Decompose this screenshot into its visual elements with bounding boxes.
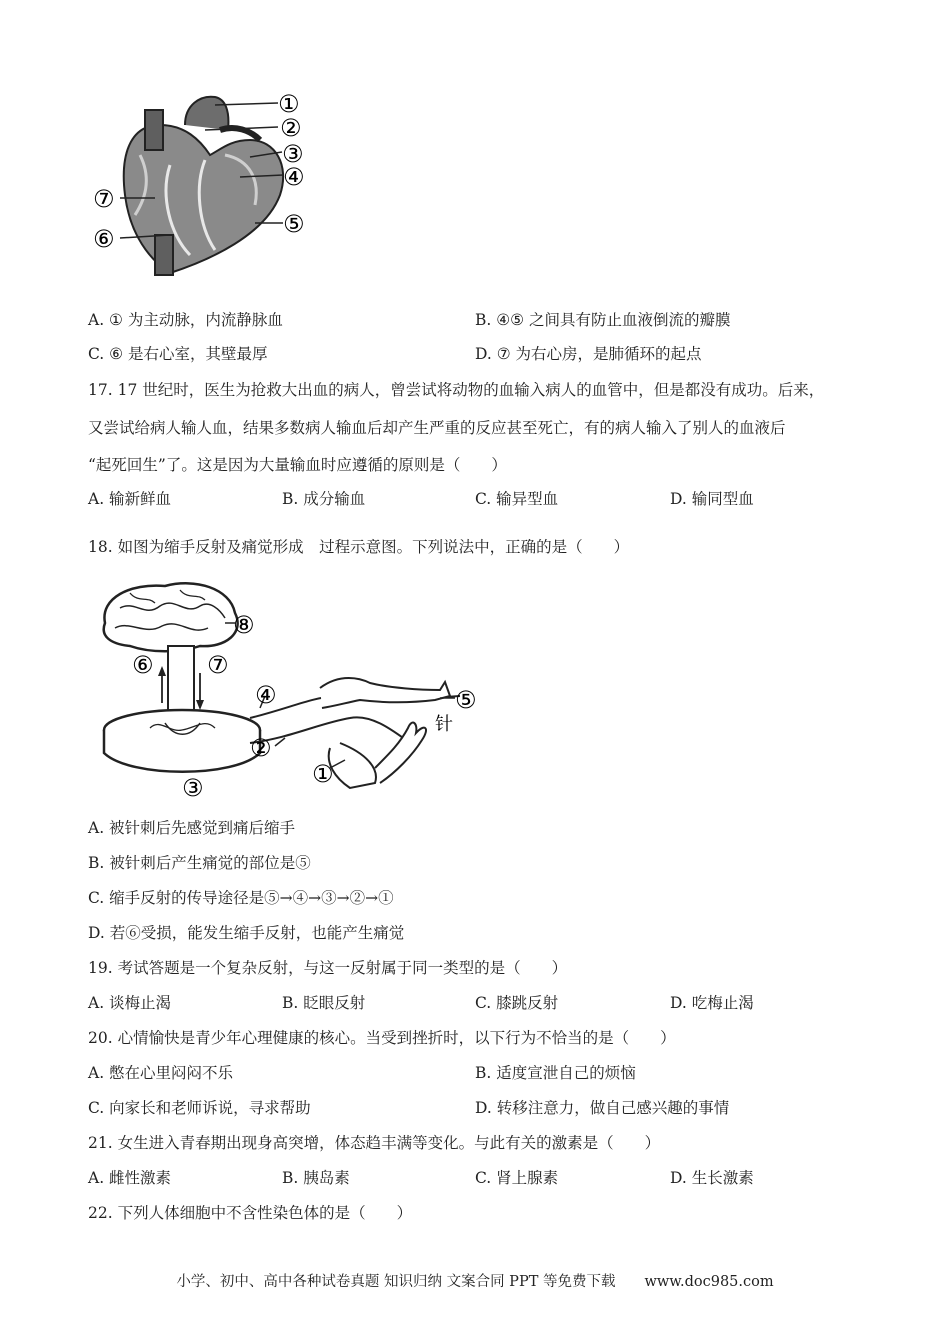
q20-option-c: C. 向家长和老师诉说，寻求帮助 — [88, 1099, 311, 1117]
q20-option-a: A. 憋在心里闷闷不乐 — [88, 1064, 234, 1082]
reflex-label-7: ⑦ — [207, 651, 229, 679]
q22-stem: 22. 下列人体细胞中不含性染色体的是（ ） — [88, 1204, 413, 1222]
q19-stem: 19. 考试答题是一个复杂反射，与这一反射属于同一类型的是（ ） — [88, 959, 568, 977]
heart-label-7: ⑦ — [93, 185, 115, 213]
q19-option-a: A. 谈梅止渴 — [88, 994, 172, 1012]
reflex-label-3: ③ — [182, 774, 204, 800]
q21-stem: 21. 女生进入青春期出现身高突增，体态趋丰满等变化。与此有关的激素是（ ） — [88, 1134, 661, 1152]
q20-stem: 20. 心情愉快是青少年心理健康的核心。当受到挫折时，以下行为不恰当的是（ ） — [88, 1029, 676, 1047]
reflex-label-8: ⑧ — [233, 611, 255, 639]
heart-label-4: ④ — [283, 163, 305, 191]
heart-figure — [90, 85, 320, 280]
q20-option-d: D. 转移注意力，做自己感兴趣的事情 — [475, 1099, 730, 1117]
page-footer: 小学、初中、高中各种试卷真题 知识归纳 文案合同 PPT 等免费下载 www.doc985.com — [176, 1274, 774, 1290]
q17-stem-line-1: 17. 17 世纪时，医生为抢救大出血的病人，曾尝试将动物的血输入病人的血管中，但是都没有成功。后来， — [88, 381, 825, 399]
q17-option-a: A. 输新鲜血 — [88, 490, 172, 508]
q21-option-a: A. 雌性激素 — [88, 1169, 172, 1187]
reflex-label-6: ⑥ — [132, 651, 154, 679]
reflex-label-1: ① — [312, 760, 334, 788]
q16-option-b: B. ④⑤ 之间具有防止血液倒流的瓣膜 — [475, 311, 731, 329]
q18-option-a: A. 被针刺后先感觉到痛后缩手 — [88, 819, 296, 837]
reflex-label-2: ② — [250, 734, 272, 762]
q21-option-b: B. 胰岛素 — [282, 1169, 350, 1187]
q16-option-c: C. ⑥ 是右心室，其壁最厚 — [88, 345, 268, 363]
q18-option-c: C. 缩手反射的传导途径是⑤→④→③→②→① — [88, 889, 394, 907]
heart-label-3: ③ — [282, 140, 304, 168]
heart-label-6: ⑥ — [93, 225, 115, 253]
q17-option-c: C. 输异型血 — [475, 490, 559, 508]
q21-option-d: D. 生长激素 — [670, 1169, 754, 1187]
heart-label-5: ⑤ — [283, 210, 305, 238]
q21-option-c: C. 肾上腺素 — [475, 1169, 559, 1187]
q18-stem: 18. 如图为缩手反射及痛觉形成 过程示意图。下列说法中，正确的是（ ） — [88, 538, 630, 556]
reflex-arc-diagram — [90, 578, 490, 800]
q18-option-d: D. 若⑥受损，能发生缩手反射，也能产生痛觉 — [88, 924, 405, 942]
q19-option-c: C. 膝跳反射 — [475, 994, 559, 1012]
q19-option-b: B. 眨眼反射 — [282, 994, 366, 1012]
heart-label-2: ② — [280, 114, 302, 142]
q16-option-a: A. ① 为主动脉，内流静脉血 — [88, 311, 283, 329]
q19-option-d: D. 吃梅止渴 — [670, 994, 754, 1012]
reflex-figure — [90, 578, 490, 800]
heart-label-1: ① — [278, 90, 300, 118]
heart-diagram — [90, 85, 320, 280]
reflex-label-5: ⑤ — [455, 686, 477, 714]
reflex-label-4: ④ — [255, 681, 277, 709]
q17-option-d: D. 输同型血 — [670, 490, 754, 508]
q20-option-b: B. 适度宣泄自己的烦恼 — [475, 1064, 636, 1082]
q18-option-b: B. 被针刺后产生痛觉的部位是⑤ — [88, 854, 311, 872]
q17-stem-line-2: 又尝试给病人输人血，结果多数病人输血后却产生严重的反应甚至死亡，有的病人输入了别人的血液后 — [88, 419, 786, 437]
q17-stem-line-3: “起死回生”了。这是因为大量输血时应遵循的原则是（ ） — [88, 456, 507, 474]
q16-option-d: D. ⑦ 为右心房，是肺循环的起点 — [475, 345, 702, 363]
q17-option-b: B. 成分输血 — [282, 490, 366, 508]
reflex-label-needle: 针 — [435, 714, 453, 735]
